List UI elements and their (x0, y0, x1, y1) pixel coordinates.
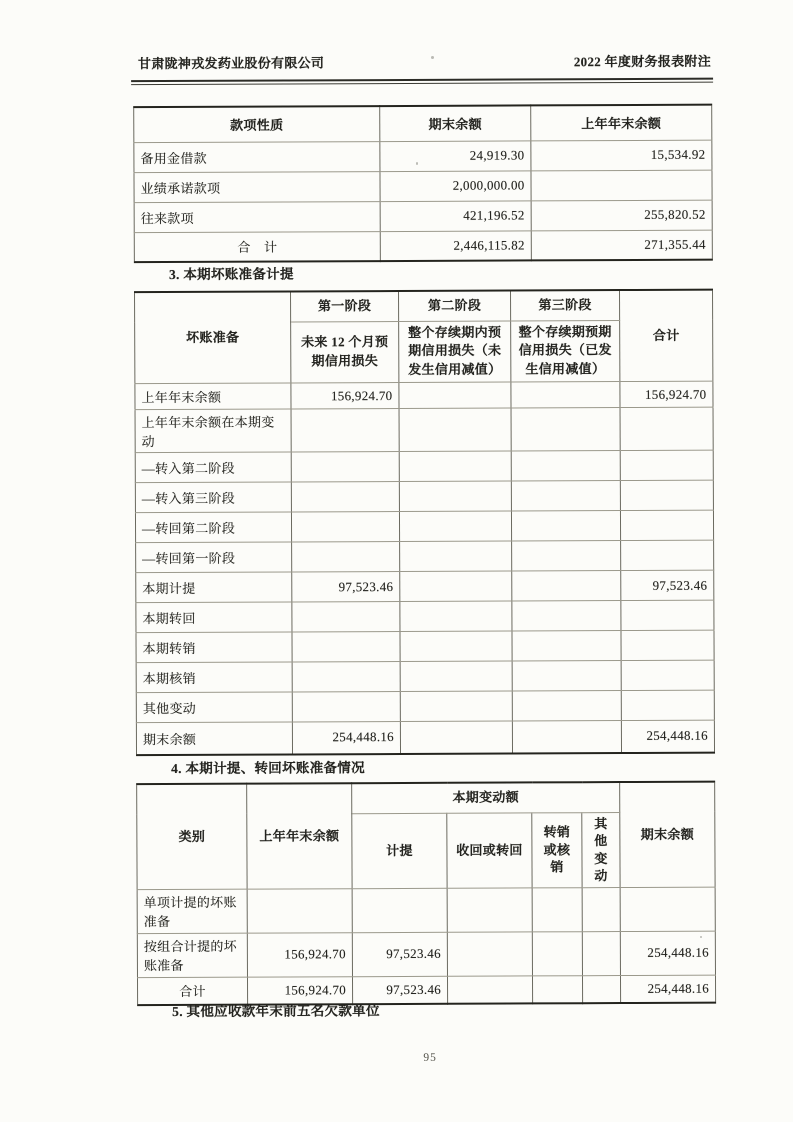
amount-cell (512, 631, 621, 661)
column-header-payment-nature: 款项性质 (134, 106, 380, 142)
amount-cell (511, 511, 620, 541)
table-header-row (137, 782, 715, 815)
table-row (135, 407, 713, 453)
amount-cell (447, 888, 532, 932)
column-header-prior-year-balance: 上年年末余额 (247, 783, 352, 889)
amount-cell (582, 887, 620, 931)
amount-cell (620, 450, 713, 480)
column-header-stage2: 第二阶段 (399, 291, 511, 321)
amount-cell (400, 691, 512, 721)
amount-cell (512, 691, 621, 721)
amount-cell (512, 721, 621, 753)
table-row (137, 931, 715, 978)
header-rule (131, 78, 713, 86)
table-header-row (135, 290, 713, 323)
table-row (136, 630, 714, 663)
page-header (138, 51, 711, 72)
scan-speck (700, 936, 702, 938)
amount-cell (620, 887, 715, 931)
amount-cell (292, 542, 400, 572)
amount-cell (512, 601, 621, 631)
amount-cell: 156,924.70 (247, 976, 352, 1004)
amount-cell: 97,523.46 (621, 570, 714, 600)
amount-cell (531, 170, 712, 201)
amount-cell (532, 975, 582, 1003)
amount-cell: 254,448.16 (621, 720, 714, 752)
column-header-stage1: 第一阶段 (291, 291, 399, 321)
column-header-total: 合计 (619, 290, 712, 382)
amount-cell (291, 482, 399, 512)
row-label: 本期计提 (136, 572, 292, 603)
amount-cell: 421,196.52 (380, 200, 531, 231)
amount-cell (447, 976, 532, 1004)
amount-cell (511, 451, 620, 481)
amount-cell (400, 721, 512, 753)
column-subheader-stage2-desc: 整个存续期内预期信用损失（未发生信用减值） (399, 321, 511, 383)
amount-cell (400, 601, 512, 631)
table-row (134, 200, 712, 233)
section-title-bad-debt-provision: 3. 本期坏账准备计提 (168, 266, 294, 283)
amount-cell: 156,924.70 (247, 932, 352, 976)
row-label: 本期转销 (136, 632, 292, 663)
row-label: —转入第三阶段 (135, 482, 291, 513)
row-label: 本期核销 (136, 662, 292, 693)
table-row (137, 887, 715, 934)
table-row (136, 570, 714, 603)
table-row (136, 540, 714, 573)
column-subheader-recovery-reversal: 收回或转回 (447, 812, 532, 888)
amount-cell (621, 540, 714, 570)
row-label: 上年年末余额在本期变动 (135, 409, 291, 453)
document-title: 2022 年度财务报表附注 (573, 53, 712, 70)
table-header-row (134, 105, 712, 143)
amount-cell: 254,448.16 (621, 975, 716, 1003)
column-subheader-other-change: 其他变动 (582, 812, 620, 887)
provision-reversal-table (136, 781, 716, 1007)
table-row (136, 600, 714, 633)
amount-cell (399, 511, 511, 541)
payment-nature-table (133, 104, 713, 264)
table-row (134, 140, 712, 173)
amount-cell (399, 481, 511, 511)
amount-cell (291, 409, 399, 452)
amount-cell (399, 408, 511, 451)
scan-speck (416, 162, 418, 165)
row-label: 上年年末余额 (135, 383, 291, 410)
amount-cell: 97,523.46 (352, 932, 447, 976)
total-row-label: 合 计 (134, 231, 380, 262)
amount-cell (511, 382, 620, 408)
amount-cell (292, 632, 400, 662)
table-row (136, 720, 714, 755)
table-row (135, 450, 713, 483)
amount-cell (511, 408, 620, 451)
bad-debt-stage-table (134, 289, 715, 756)
amount-cell (400, 541, 512, 571)
amount-cell: 254,448.16 (292, 722, 400, 754)
column-subheader-accrual: 计提 (352, 813, 447, 889)
amount-cell (292, 692, 400, 722)
column-header-ending-balance: 期末余额 (380, 105, 531, 141)
column-header-prior-year-balance: 上年年末余额 (531, 105, 712, 141)
amount-cell (400, 631, 512, 661)
scan-speck (431, 56, 434, 59)
amount-cell (532, 887, 582, 931)
row-label: 备用金借款 (134, 141, 380, 172)
table-row (135, 381, 713, 410)
amount-cell (621, 600, 714, 630)
row-label: —转回第二阶段 (135, 512, 291, 543)
amount-cell (292, 602, 400, 632)
row-label: —转回第一阶段 (136, 542, 292, 573)
amount-cell (399, 382, 511, 408)
amount-cell (582, 931, 620, 975)
amount-cell (291, 452, 399, 482)
column-group-header-current-change: 本期变动额 (352, 782, 620, 813)
amount-cell (582, 975, 620, 1003)
section-title-provision-reversal: 4. 本期计提、转回坏账准备情况 (171, 760, 365, 777)
header-rule-bottom-line (131, 82, 713, 86)
amount-cell (512, 541, 621, 571)
amount-cell: 97,523.46 (292, 572, 400, 602)
amount-cell (447, 932, 532, 976)
column-subheader-writeoff: 转销或核销 (532, 812, 582, 887)
row-label: 期末余额 (136, 722, 292, 755)
amount-cell: 254,448.16 (620, 931, 715, 975)
amount-cell (400, 661, 512, 691)
amount-cell (512, 661, 621, 691)
amount-cell (291, 512, 399, 542)
amount-cell (620, 480, 713, 510)
amount-cell (621, 690, 714, 720)
amount-cell (400, 571, 512, 601)
amount-cell: 2,000,000.00 (380, 170, 531, 201)
amount-cell: 156,924.70 (291, 383, 399, 409)
column-subheader-stage3-desc: 整个存续期预期信用损失（已发生信用减值） (511, 320, 620, 382)
amount-cell (512, 571, 621, 601)
amount-cell (247, 888, 352, 932)
row-label: 往来款项 (134, 201, 380, 232)
company-name: 甘肃陇神戎发药业股份有限公司 (137, 55, 325, 72)
column-header-ending-balance: 期末余额 (620, 782, 715, 888)
amount-cell: 97,523.46 (352, 976, 447, 1004)
column-header-stage3: 第三阶段 (510, 290, 619, 320)
amount-cell: 156,924.70 (620, 381, 713, 407)
amount-cell: 255,820.52 (531, 200, 712, 231)
row-label: 单项计提的坏账准备 (137, 889, 247, 933)
table-row (135, 480, 713, 513)
row-label: 本期转回 (136, 602, 292, 633)
amount-cell: 15,534.92 (531, 140, 712, 171)
amount-cell: 271,355.44 (531, 230, 712, 261)
column-header-bad-debt-provision: 坏账准备 (135, 291, 291, 383)
row-label: 按组合计提的坏账准备 (137, 933, 247, 977)
total-row-label: 合计 (137, 977, 247, 1005)
total-row (134, 230, 712, 263)
amount-cell (620, 510, 713, 540)
amount-cell (292, 662, 400, 692)
amount-cell (620, 407, 713, 450)
row-label: 业绩承诺款项 (134, 171, 380, 202)
table-row (135, 510, 713, 543)
table-row (134, 170, 712, 203)
amount-cell (399, 451, 511, 481)
column-header-category: 类别 (137, 784, 247, 890)
column-subheader-stage1-desc: 未来 12 个月预期信用损失 (291, 321, 399, 383)
table-row (136, 660, 714, 693)
row-label: 其他变动 (136, 692, 292, 723)
row-label: —转入第二阶段 (135, 452, 291, 483)
table-row (136, 690, 714, 723)
section-title-top-five-debtors: 5. 其他应收款年末前五名欠款单位 (172, 1003, 380, 1019)
amount-cell (532, 931, 582, 975)
amount-cell (621, 660, 714, 690)
page-number: 95 (423, 1051, 437, 1064)
amount-cell: 2,446,115.82 (380, 230, 531, 261)
amount-cell (511, 481, 620, 511)
amount-cell (352, 888, 447, 932)
amount-cell (621, 630, 714, 660)
amount-cell: 24,919.30 (380, 140, 531, 171)
